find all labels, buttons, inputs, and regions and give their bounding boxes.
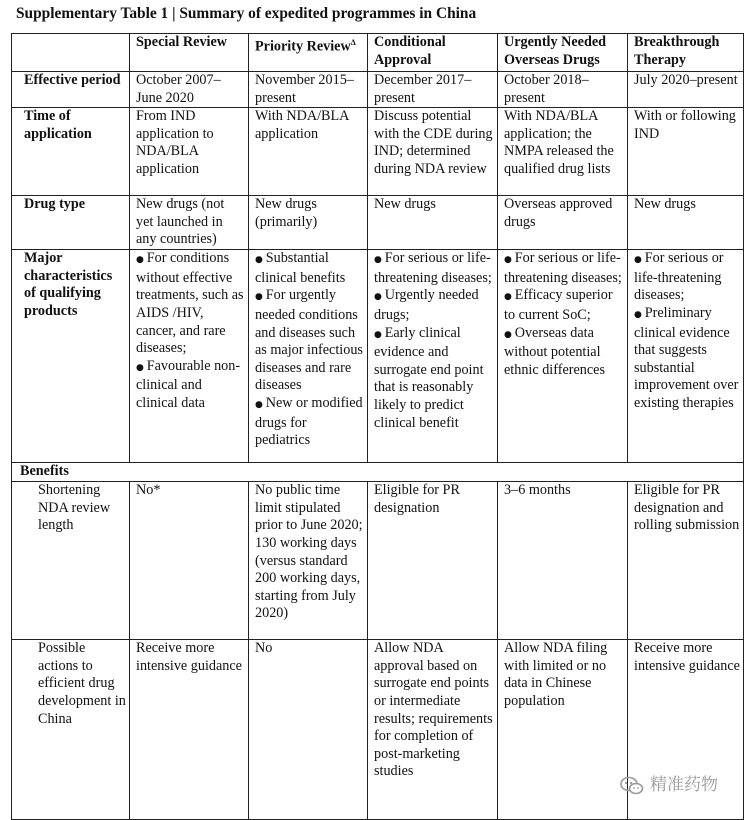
cell-major-breakthrough bbox=[628, 250, 744, 463]
watermark-text: 精准药物 bbox=[650, 775, 718, 796]
cell-time-priority: With NDA/BLA application bbox=[249, 108, 368, 196]
cell-drugtype-breakthrough: New drugs bbox=[628, 196, 744, 250]
bullet-dot-icon: ● bbox=[504, 329, 515, 340]
table-caption: Supplementary Table 1 | Summary of expedited programmes in China bbox=[16, 5, 477, 22]
cell-drugtype-special: New drugs (not yet launched in any countries) bbox=[130, 196, 249, 250]
cell-shortening-conditional: Eligible for PR designation bbox=[368, 482, 498, 640]
bullet-dot-icon: ● bbox=[136, 362, 147, 373]
cell-drugtype-priority: New drugs (primarily) bbox=[249, 196, 368, 250]
list-item bbox=[136, 250, 245, 358]
cell-major-conditional bbox=[368, 250, 498, 463]
row-label-drug-type: Drug type bbox=[12, 196, 130, 250]
list-item bbox=[374, 250, 494, 287]
priority-review-footnote-mark: Δ bbox=[350, 38, 356, 47]
bullet-dot-icon: ● bbox=[255, 255, 266, 266]
row-label-effective-period: Effective period bbox=[12, 72, 130, 108]
list-item-text: Overseas data without potential ethnic differences bbox=[504, 324, 605, 378]
bullet-dot-icon: ● bbox=[255, 399, 266, 410]
header-breakthrough-therapy: Breakthrough Therapy bbox=[628, 34, 744, 72]
cell-time-breakthrough: With or following IND bbox=[628, 108, 744, 196]
header-priority-review-label: Priority Review bbox=[255, 38, 351, 55]
bullet-dot-icon: ● bbox=[504, 292, 515, 303]
table-row bbox=[12, 108, 744, 196]
table-row bbox=[12, 250, 744, 463]
bullet-dot-icon: ● bbox=[504, 255, 515, 266]
cell-effective-breakthrough: July 2020–present bbox=[628, 72, 744, 108]
header-row bbox=[12, 34, 744, 72]
list-item-text: For serious or life-threatening diseases; bbox=[634, 250, 724, 304]
benefits-section-label: Benefits bbox=[12, 463, 744, 482]
cell-time-conditional: Discuss potential with the CDE during IND; determined during NDA review bbox=[368, 108, 498, 196]
table-row bbox=[12, 482, 744, 640]
cell-time-special: From IND application to NDA/BLA application bbox=[130, 108, 249, 196]
cell-time-overseas: With NDA/BLA application; the NMPA released the qualified drug lists bbox=[498, 108, 628, 196]
header-special-review: Special Review bbox=[130, 34, 249, 72]
table-row bbox=[12, 72, 744, 108]
list-item bbox=[255, 250, 364, 287]
cell-actions-overseas: Allow NDA filing with limited or no data in Chinese population bbox=[498, 640, 628, 820]
list-item bbox=[504, 325, 624, 380]
list-item-text: Preliminary clinical evidence that suggests substantial improvement over existing therapies bbox=[634, 304, 739, 411]
list-item-text: Urgently needed drugs; bbox=[374, 287, 479, 323]
header-urgently-needed-overseas: Urgently Needed Overseas Drugs bbox=[498, 34, 628, 72]
list-item bbox=[255, 395, 364, 450]
list-item bbox=[634, 305, 740, 413]
list-item bbox=[634, 250, 740, 305]
list-item-text: For urgently needed conditions and diseases such as major infectious diseases and rare diseases bbox=[255, 287, 363, 394]
cell-actions-conditional: Allow NDA approval based on surrogate end points or intermediate results; requirements for completion of post-marketing studies bbox=[368, 640, 498, 820]
header-empty-cell bbox=[12, 34, 130, 72]
list-item bbox=[255, 287, 364, 395]
bullet-dot-icon: ● bbox=[136, 255, 147, 266]
list-item bbox=[374, 325, 494, 433]
cell-actions-special: Receive more intensive guidance bbox=[130, 640, 249, 820]
table-row bbox=[12, 196, 744, 250]
row-label-shortening-review: Shortening NDA review length bbox=[12, 482, 130, 640]
bullet-dot-icon: ● bbox=[374, 329, 385, 340]
cell-shortening-special: No* bbox=[130, 482, 249, 640]
list-item bbox=[504, 250, 624, 287]
bullet-dot-icon: ● bbox=[374, 292, 385, 303]
row-label-possible-actions: Possible actions to efficient drug development in China bbox=[12, 640, 130, 820]
row-label-time-of-application: Time of application bbox=[12, 108, 130, 196]
row-label-major-characteristics: Major characteristics of qualifying products bbox=[12, 250, 130, 463]
list-item-text: For serious or life-threatening diseases; bbox=[504, 250, 622, 286]
benefits-section-row bbox=[12, 463, 744, 482]
list-item-text: For serious or life-threatening diseases; bbox=[374, 250, 492, 286]
bullet-dot-icon: ● bbox=[255, 292, 266, 303]
header-priority-review bbox=[249, 34, 368, 72]
list-item-text: Early clinical evidence and surrogate end point that is reasonably likely to predict clinical benefit bbox=[374, 324, 484, 431]
header-conditional-approval: Conditional Approval bbox=[368, 34, 498, 72]
cell-shortening-priority: No public time limit stipulated prior to June 2020; 130 working days (versus standard 200 working days, starting from July 2020) bbox=[249, 482, 368, 640]
list-item bbox=[374, 287, 494, 324]
cell-effective-special: October 2007–June 2020 bbox=[130, 72, 249, 108]
list-item bbox=[504, 287, 624, 324]
list-item-text: Substantial clinical benefits bbox=[255, 250, 346, 286]
cell-actions-priority: No bbox=[249, 640, 368, 820]
cell-effective-overseas: October 2018–present bbox=[498, 72, 628, 108]
cell-drugtype-overseas: Overseas approved drugs bbox=[498, 196, 628, 250]
list-item-text: For conditions without effective treatments, such as AIDS /HIV, cancer, and rare diseases; bbox=[136, 250, 244, 357]
cell-actions-breakthrough: Receive more intensive guidance bbox=[628, 640, 744, 820]
cell-shortening-overseas: 3–6 months bbox=[498, 482, 628, 640]
cell-major-overseas bbox=[498, 250, 628, 463]
list-item-text: Efficacy superior to current SoC; bbox=[504, 287, 613, 323]
list-item bbox=[136, 358, 245, 413]
cell-effective-conditional: December 2017–present bbox=[368, 72, 498, 108]
list-item-text: New or modified drugs for pediatrics bbox=[255, 394, 363, 449]
cell-drugtype-conditional: New drugs bbox=[368, 196, 498, 250]
cell-effective-priority: November 2015–present bbox=[249, 72, 368, 108]
cell-major-special bbox=[130, 250, 249, 463]
list-item-text: Favourable non-clinical and clinical data bbox=[136, 357, 241, 411]
wechat-icon bbox=[620, 776, 644, 796]
cell-major-priority bbox=[249, 250, 368, 463]
bullet-dot-icon: ● bbox=[374, 255, 385, 266]
bullet-dot-icon: ● bbox=[634, 309, 645, 320]
expedited-programmes-table bbox=[11, 33, 744, 820]
cell-shortening-breakthrough: Eligible for PR designation and rolling submission bbox=[628, 482, 744, 640]
watermark bbox=[620, 773, 718, 799]
bullet-dot-icon: ● bbox=[634, 255, 645, 266]
